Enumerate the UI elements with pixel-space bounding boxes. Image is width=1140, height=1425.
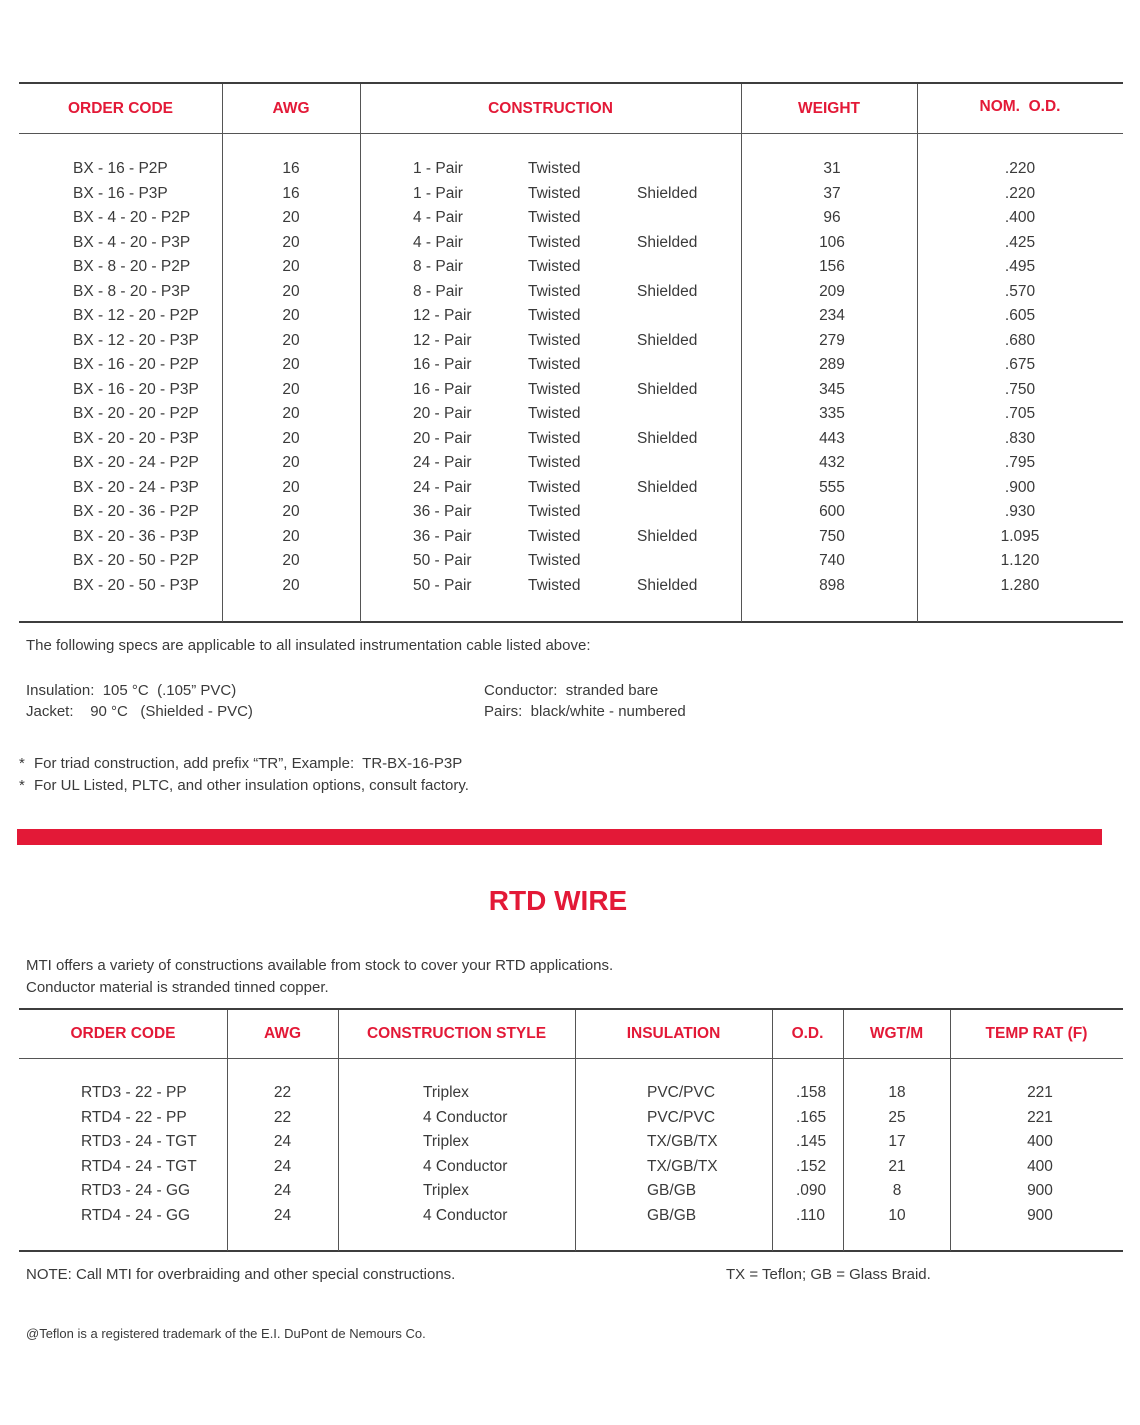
spec-pairs: Pairs: black/white - numbered	[484, 703, 686, 720]
column-divider	[338, 1010, 339, 1251]
weight-cell: 96	[823, 209, 841, 226]
insulation-cell: PVC/PVC	[647, 1084, 716, 1101]
rtd-intro-line2: Conductor material is stranded tinned copper.	[26, 979, 329, 996]
header-order-code: ORDER CODE	[70, 1025, 176, 1042]
od-cell: .165	[796, 1108, 827, 1126]
awg-cell: 22	[273, 1108, 292, 1126]
construction-style-cell: Triplex	[423, 1182, 469, 1199]
header-awg: AWG	[272, 100, 310, 117]
pairs-cell: 16 - Pair	[413, 380, 472, 398]
weight-cell: 37	[823, 184, 841, 202]
pairs-cell: 12 - Pair	[413, 331, 472, 349]
od-cell: .750	[1004, 380, 1036, 398]
order-code-cell: BX - 20 - 50 - P2P	[73, 552, 199, 569]
od-cell: .605	[1004, 307, 1036, 324]
awg-cell: 24	[273, 1133, 292, 1150]
pairs-cell: 24 - Pair	[413, 478, 472, 496]
wgt-cell: 8	[892, 1182, 902, 1199]
od-cell: .680	[1004, 331, 1036, 349]
header-temp-rating: TEMP RAT (F)	[985, 1025, 1088, 1042]
table-header-rule	[19, 133, 1123, 134]
pairs-cell: 1 - Pair	[413, 184, 463, 202]
temp-cell: 221	[1027, 1084, 1053, 1101]
od-cell: .110	[796, 1206, 826, 1224]
order-code-cell: BX - 4 - 20 - P2P	[73, 209, 191, 226]
column-divider	[741, 84, 742, 622]
construction-style-cell: Triplex	[423, 1084, 469, 1101]
wgt-cell: 21	[888, 1157, 906, 1175]
shield-cell: Shielded	[637, 233, 698, 251]
od-cell: .495	[1004, 258, 1036, 275]
table-top-rule	[19, 1008, 1123, 1010]
awg-cell: 22	[273, 1084, 292, 1101]
table-bottom-rule	[19, 1250, 1123, 1252]
pairs-cell: 50 - Pair	[413, 552, 472, 569]
spec-conductor: Conductor: stranded bare	[484, 682, 659, 699]
twist-cell: Twisted	[528, 552, 581, 569]
pairs-cell: 1 - Pair	[413, 160, 463, 177]
shield-cell: Shielded	[637, 527, 698, 545]
order-code-cell: BX - 20 - 24 - P2P	[73, 454, 199, 471]
awg-cell: 20	[282, 576, 300, 594]
awg-cell: 24	[273, 1157, 292, 1175]
construction-style-cell: 4 Conductor	[423, 1206, 508, 1224]
order-code-cell: BX - 8 - 20 - P3P	[73, 282, 191, 300]
awg-cell: 20	[282, 233, 300, 251]
order-code-cell: BX - 8 - 20 - P2P	[73, 258, 191, 275]
shield-cell: Shielded	[637, 380, 698, 398]
order-code-cell: BX - 20 - 50 - P3P	[73, 576, 199, 594]
od-cell: .158	[796, 1084, 827, 1101]
note-triad: For triad construction, add prefix “TR”, Example: TR-BX-16-P3P	[34, 755, 463, 772]
order-code-cell: RTD3 - 24 - GG	[81, 1182, 191, 1199]
awg-cell: 20	[282, 429, 300, 447]
shield-cell: Shielded	[637, 282, 698, 300]
twist-cell: Twisted	[528, 576, 581, 594]
weight-cell: 898	[819, 576, 845, 594]
wgt-cell: 25	[888, 1108, 906, 1126]
weight-cell: 335	[819, 405, 845, 422]
weight-cell: 443	[819, 429, 845, 447]
awg-cell: 20	[282, 527, 300, 545]
od-cell: .152	[796, 1157, 827, 1175]
awg-cell: 16	[282, 184, 300, 202]
weight-cell: 279	[819, 331, 845, 349]
twist-cell: Twisted	[528, 478, 581, 496]
awg-cell: 20	[282, 331, 300, 349]
shield-cell: Shielded	[637, 331, 698, 349]
pairs-cell: 4 - Pair	[413, 233, 463, 251]
od-cell: 1.280	[1000, 576, 1040, 594]
awg-cell: 20	[282, 282, 300, 300]
weight-cell: 31	[823, 160, 841, 177]
temp-cell: 900	[1027, 1206, 1053, 1224]
pairs-cell: 8 - Pair	[413, 282, 463, 300]
header-order-code: ORDER CODE	[67, 100, 174, 117]
od-cell: .705	[1004, 405, 1036, 422]
twist-cell: Twisted	[528, 527, 581, 545]
od-cell: .220	[1004, 184, 1036, 202]
awg-cell: 20	[282, 552, 300, 569]
spec-jacket: Jacket: 90 °C (Shielded - PVC)	[26, 703, 253, 720]
spec-insulation: Insulation: 105 °C (.105” PVC)	[26, 682, 237, 699]
weight-cell: 600	[819, 503, 845, 520]
od-cell: .425	[1004, 233, 1036, 251]
awg-cell: 20	[282, 307, 300, 324]
insulation-cell: TX/GB/TX	[647, 1133, 718, 1150]
order-code-cell: BX - 16 - P3P	[73, 184, 168, 202]
weight-cell: 156	[819, 258, 845, 275]
table-header-rule	[19, 1058, 1123, 1059]
twist-cell: Twisted	[528, 258, 581, 275]
weight-cell: 106	[819, 233, 845, 251]
od-cell: .400	[1004, 209, 1036, 226]
order-code-cell: RTD4 - 24 - TGT	[81, 1157, 197, 1175]
section-divider-bar	[17, 829, 1102, 845]
construction-style-cell: 4 Conductor	[423, 1157, 508, 1175]
awg-cell: 20	[282, 503, 300, 520]
order-code-cell: BX - 12 - 20 - P2P	[73, 307, 199, 324]
wgt-cell: 10	[888, 1206, 906, 1224]
column-divider	[843, 1010, 844, 1251]
insulation-cell: PVC/PVC	[647, 1108, 716, 1126]
column-divider	[360, 84, 361, 622]
order-code-cell: BX - 20 - 20 - P2P	[73, 405, 199, 422]
temp-cell: 400	[1027, 1133, 1053, 1150]
construction-style-cell: 4 Conductor	[423, 1108, 508, 1126]
pairs-cell: 36 - Pair	[413, 527, 472, 545]
awg-cell: 20	[282, 356, 300, 373]
order-code-cell: BX - 20 - 24 - P3P	[73, 478, 199, 496]
twist-cell: Twisted	[528, 184, 581, 202]
shield-cell: Shielded	[637, 184, 698, 202]
od-cell: .930	[1004, 503, 1036, 520]
order-code-cell: RTD3 - 22 - PP	[81, 1084, 187, 1101]
column-divider	[950, 1010, 951, 1251]
pairs-cell: 50 - Pair	[413, 576, 472, 594]
rtd-intro-line1: MTI offers a variety of constructions available from stock to cover your RTD applications.	[26, 957, 614, 974]
pairs-cell: 20 - Pair	[413, 405, 472, 422]
pairs-cell: 24 - Pair	[413, 454, 472, 471]
shield-cell: Shielded	[637, 478, 698, 496]
order-code-cell: BX - 20 - 36 - P3P	[73, 527, 199, 545]
column-divider	[917, 84, 918, 622]
insulation-cell: GB/GB	[647, 1182, 697, 1199]
header-nom-od: NOM. O.D.	[979, 98, 1061, 115]
twist-cell: Twisted	[528, 307, 581, 324]
order-code-cell: BX - 16 - 20 - P2P	[73, 356, 199, 373]
pairs-cell: 4 - Pair	[413, 209, 463, 226]
note-ul-listed: For UL Listed, PLTC, and other insulation options, consult factory.	[34, 777, 469, 794]
od-cell: .090	[796, 1182, 827, 1199]
weight-cell: 432	[819, 454, 845, 471]
weight-cell: 555	[819, 478, 845, 496]
shield-cell: Shielded	[637, 576, 698, 594]
order-code-cell: BX - 16 - P2P	[73, 160, 168, 177]
temp-cell: 221	[1027, 1108, 1053, 1126]
temp-cell: 900	[1027, 1182, 1053, 1199]
od-cell: .795	[1004, 454, 1036, 471]
pairs-cell: 20 - Pair	[413, 429, 472, 447]
weight-cell: 289	[819, 356, 845, 373]
shield-cell: Shielded	[637, 429, 698, 447]
od-cell: .830	[1004, 429, 1036, 447]
table-top-rule	[19, 82, 1123, 84]
insulation-cell: GB/GB	[647, 1206, 697, 1224]
od-cell: 1.120	[1000, 552, 1040, 569]
header-insulation: INSULATION	[626, 1025, 721, 1042]
od-cell: .570	[1004, 282, 1036, 300]
header-construction: CONSTRUCTION	[488, 100, 613, 117]
od-cell: .900	[1004, 478, 1036, 496]
pairs-cell: 8 - Pair	[413, 258, 463, 275]
awg-cell: 20	[282, 209, 300, 226]
twist-cell: Twisted	[528, 380, 581, 398]
awg-cell: 20	[282, 258, 300, 275]
temp-cell: 400	[1027, 1157, 1053, 1175]
od-cell: 1.095	[1000, 527, 1040, 545]
od-cell: .220	[1004, 160, 1036, 177]
order-code-cell: RTD3 - 24 - TGT	[81, 1133, 197, 1150]
rtd-legend: TX = Teflon; GB = Glass Braid.	[726, 1266, 931, 1283]
awg-cell: 20	[282, 405, 300, 422]
awg-cell: 24	[273, 1182, 292, 1199]
header-od: O.D.	[791, 1025, 824, 1042]
twist-cell: Twisted	[528, 331, 581, 349]
twist-cell: Twisted	[528, 356, 581, 373]
trademark-note: @Teflon is a registered trademark of the E.I. DuPont de Nemours Co.	[26, 1326, 426, 1341]
order-code-cell: RTD4 - 22 - PP	[81, 1108, 187, 1126]
insulation-cell: TX/GB/TX	[647, 1157, 718, 1175]
weight-cell: 750	[819, 527, 845, 545]
order-code-cell: BX - 16 - 20 - P3P	[73, 380, 199, 398]
order-code-cell: BX - 20 - 36 - P2P	[73, 503, 199, 520]
header-construction-style: CONSTRUCTION STYLE	[366, 1025, 547, 1042]
twist-cell: Twisted	[528, 233, 581, 251]
twist-cell: Twisted	[528, 429, 581, 447]
weight-cell: 345	[819, 380, 845, 398]
order-code-cell: BX - 4 - 20 - P3P	[73, 233, 191, 251]
od-cell: .145	[796, 1133, 827, 1150]
column-divider	[575, 1010, 576, 1251]
awg-cell: 20	[282, 454, 300, 471]
table-bottom-rule	[19, 621, 1123, 623]
construction-style-cell: Triplex	[423, 1133, 469, 1150]
order-code-cell: BX - 12 - 20 - P3P	[73, 331, 199, 349]
awg-cell: 16	[282, 160, 300, 177]
awg-cell: 20	[282, 478, 300, 496]
note-star: *	[19, 755, 25, 772]
note-star: *	[19, 777, 25, 794]
awg-cell: 20	[282, 380, 300, 398]
weight-cell: 740	[819, 552, 845, 569]
header-weight: WEIGHT	[798, 100, 860, 117]
specs-intro: The following specs are applicable to all insulated instrumentation cable listed above:	[26, 637, 591, 654]
wgt-cell: 18	[888, 1084, 906, 1101]
pairs-cell: 36 - Pair	[413, 503, 472, 520]
od-cell: .675	[1004, 356, 1036, 373]
weight-cell: 209	[819, 282, 845, 300]
weight-cell: 234	[819, 307, 845, 324]
wgt-cell: 17	[888, 1133, 906, 1150]
twist-cell: Twisted	[528, 454, 581, 471]
twist-cell: Twisted	[528, 503, 581, 520]
awg-cell: 24	[273, 1206, 292, 1224]
order-code-cell: RTD4 - 24 - GG	[81, 1206, 191, 1224]
twist-cell: Twisted	[528, 405, 581, 422]
column-divider	[772, 1010, 773, 1251]
rtd-note: NOTE: Call MTI for overbraiding and other special constructions.	[26, 1266, 456, 1283]
order-code-cell: BX - 20 - 20 - P3P	[73, 429, 199, 447]
pairs-cell: 16 - Pair	[413, 356, 472, 373]
twist-cell: Twisted	[528, 160, 581, 177]
header-awg: AWG	[263, 1025, 302, 1042]
pairs-cell: 12 - Pair	[413, 307, 472, 324]
header-wgt-m: WGT/M	[869, 1025, 924, 1042]
twist-cell: Twisted	[528, 282, 581, 300]
twist-cell: Twisted	[528, 209, 581, 226]
rtd-title: RTD WIRE	[488, 885, 628, 916]
